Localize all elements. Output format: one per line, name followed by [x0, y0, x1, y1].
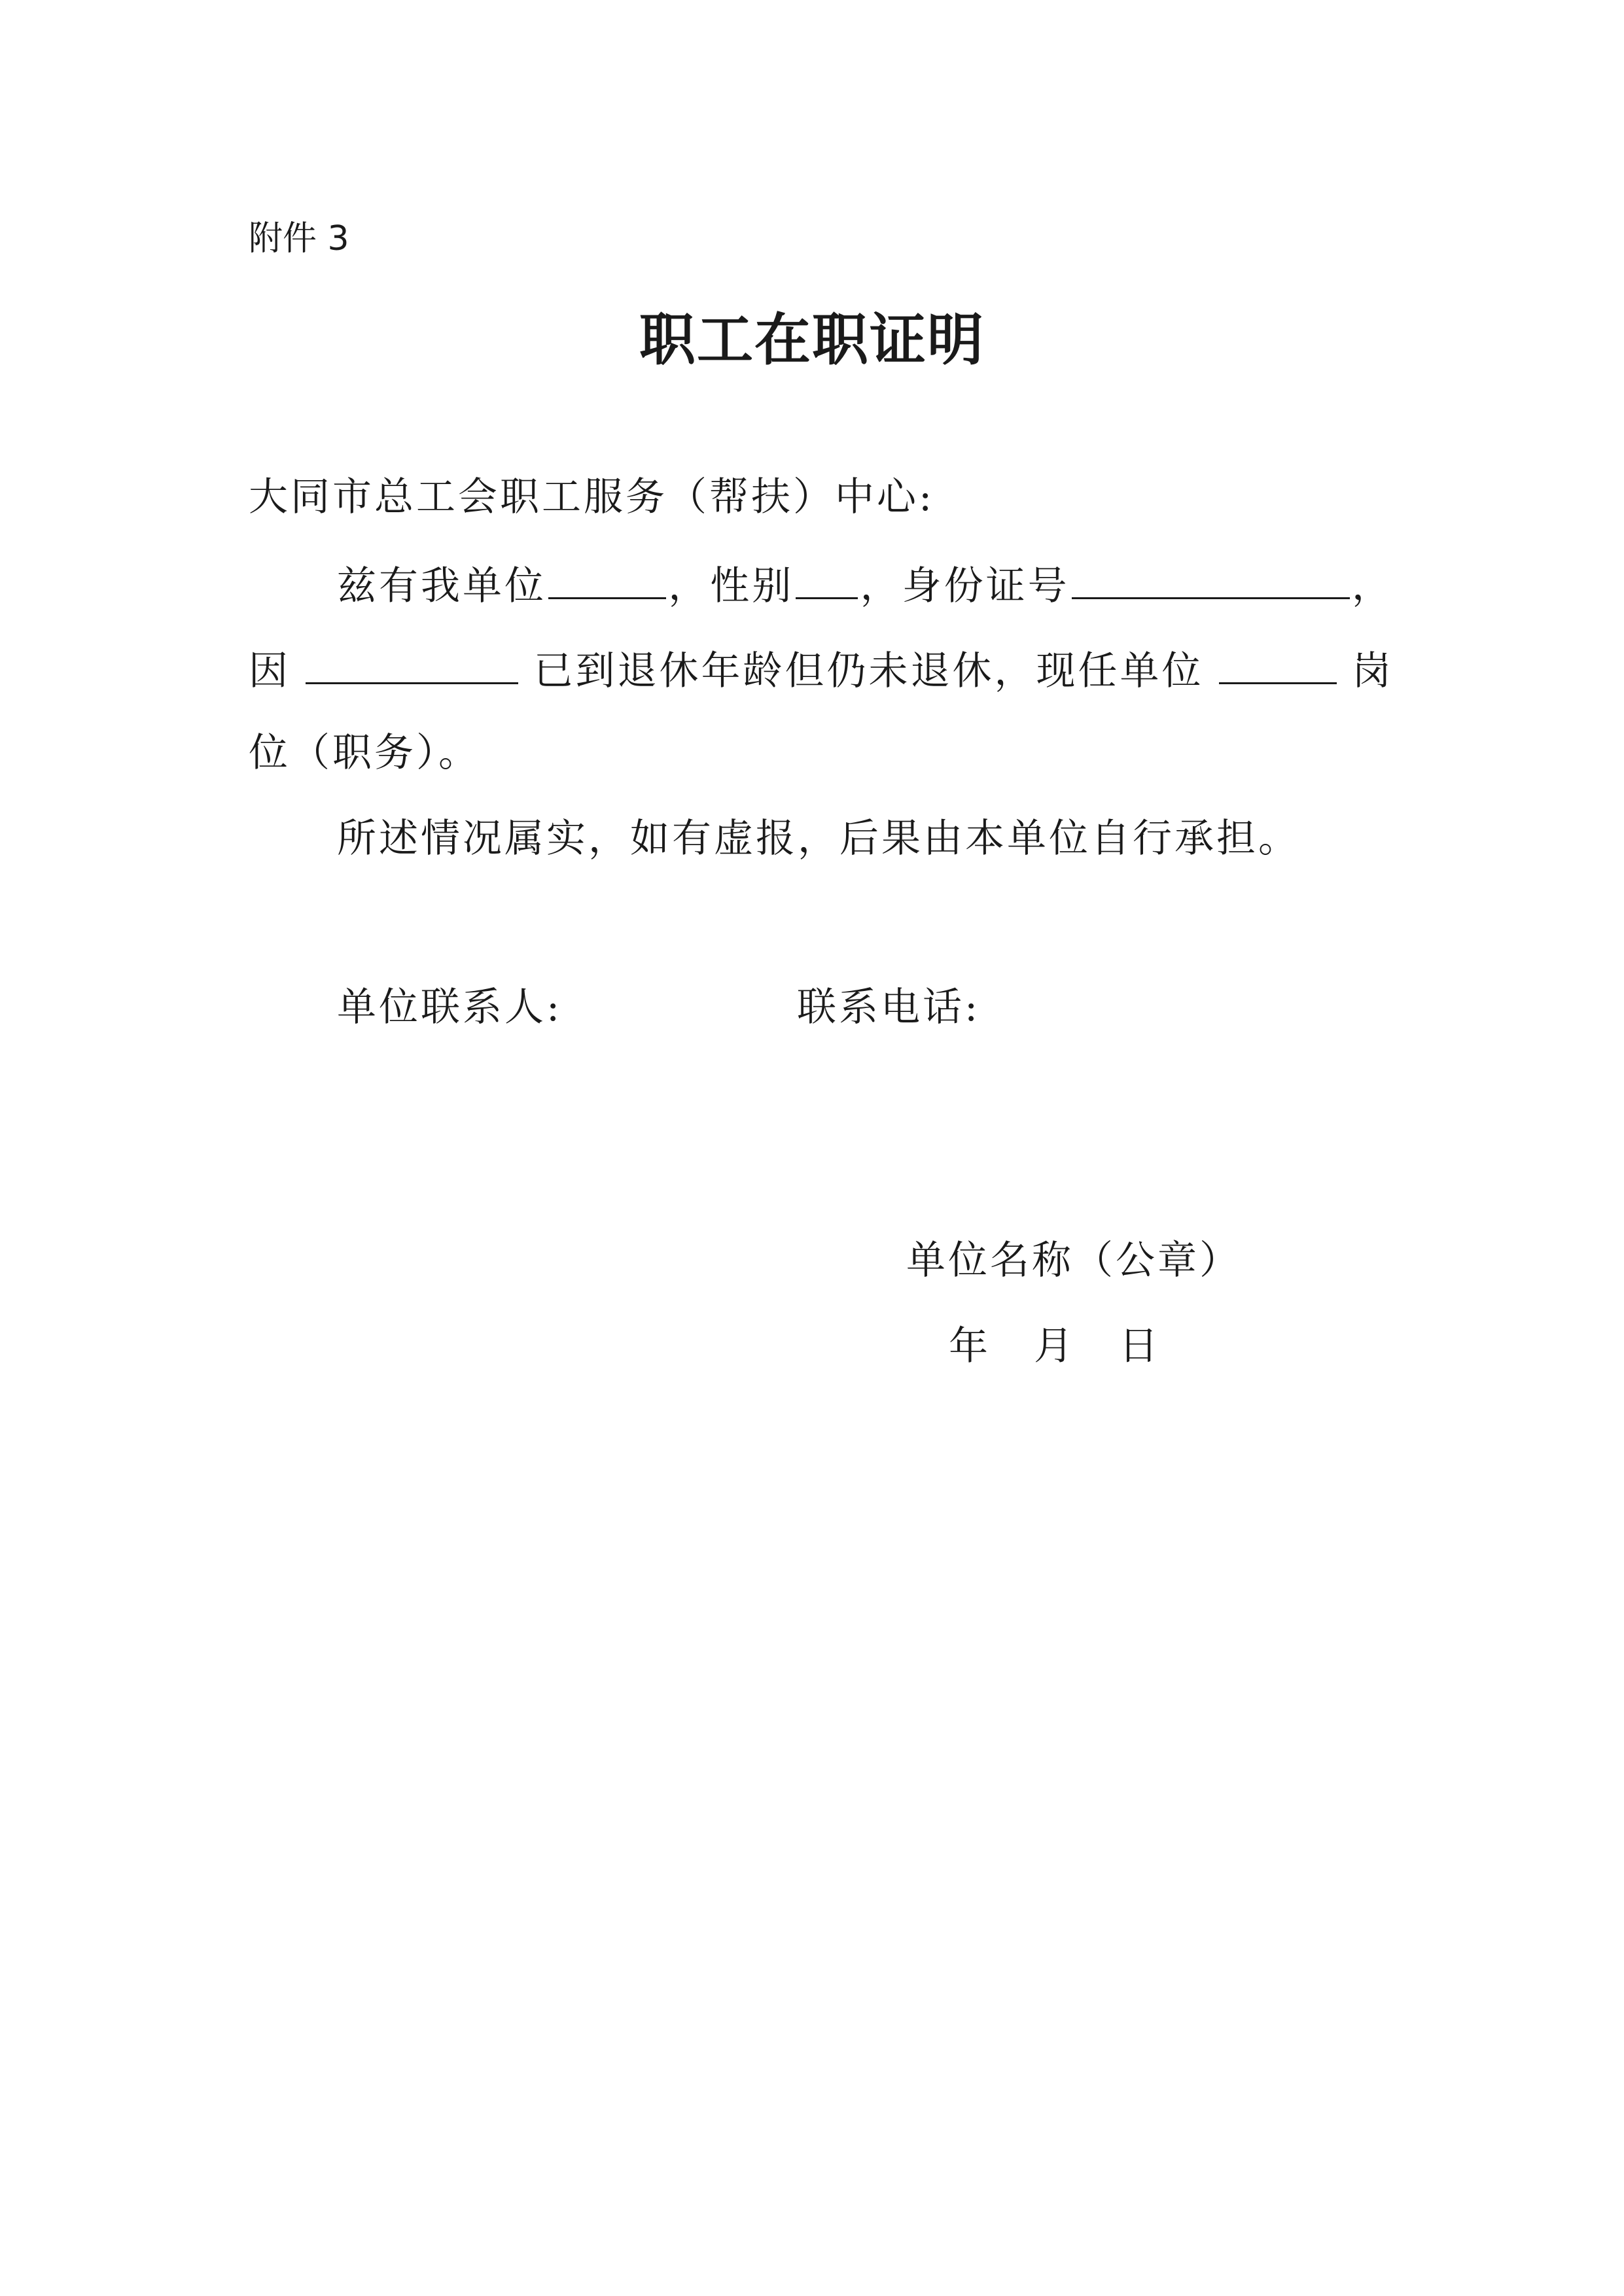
paragraph1-line2	[249, 642, 1394, 697]
addressee: 大同市总工会职工服务（帮扶）中心:	[249, 474, 935, 520]
text-segment: 岗	[1352, 648, 1394, 694]
year-label: 年	[949, 1323, 988, 1369]
unit-name-seal-label: 单位名称（公章）	[906, 1238, 1241, 1283]
unit-name-blank[interactable]	[548, 557, 666, 599]
contact-person-label: 单位联系人:	[337, 984, 563, 1030]
reason-blank[interactable]	[306, 642, 518, 684]
contact-phone-label: 联系电话:	[797, 984, 981, 1030]
date-line	[949, 1320, 1158, 1372]
text-segment: ，身份证号	[860, 563, 1070, 609]
paragraph1-line3: 位（职务）。	[249, 730, 480, 776]
day-label: 日	[1119, 1323, 1158, 1369]
text-segment: 因	[249, 648, 291, 694]
month-label: 月	[1034, 1323, 1073, 1369]
text-segment: 已到退休年龄但仍未退休，现任单位	[533, 648, 1204, 694]
paragraph1-line1	[337, 557, 1394, 612]
position-blank[interactable]	[1219, 642, 1337, 684]
document-title: 职工在职证明	[639, 307, 985, 373]
paragraph2: 所述情况属实，如有虚报，后果由本单位自行承担。	[337, 816, 1300, 861]
id-number-blank[interactable]	[1072, 557, 1350, 599]
attachment-label: 附件 3	[249, 219, 349, 258]
text-segment: ，	[1351, 563, 1394, 609]
text-segment: 兹有我单位	[337, 563, 546, 609]
text-segment: ，性别	[668, 563, 794, 609]
gender-blank[interactable]	[796, 557, 858, 599]
